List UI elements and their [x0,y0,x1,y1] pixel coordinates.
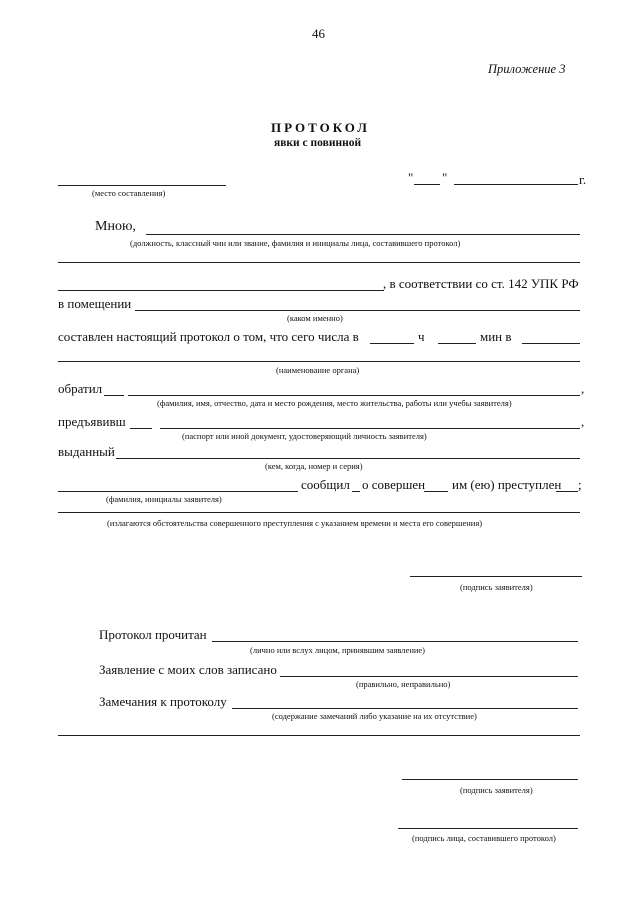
passport-line[interactable] [160,428,580,429]
date-quote-close: " [442,170,448,185]
official-line-2[interactable] [58,262,580,263]
issued-line[interactable] [116,458,580,459]
obratil-label: обратил [58,381,103,396]
composed-text: составлен настоящий протокол о том, что сего числа в [58,329,359,344]
statement-written-label: Заявление с моих слов записано [99,662,277,677]
predyavivsh-ending-line[interactable] [130,428,152,429]
date-quote-open: " [408,170,414,185]
date-day-line[interactable] [414,184,440,185]
minute-line[interactable] [438,343,476,344]
issued-caption: (кем, когда, номер и серия) [265,461,363,471]
applicant-signature-caption-2: (подпись заявителя) [460,785,533,795]
organ-caption: (наименование органа) [276,365,360,375]
official-signature-line[interactable] [398,828,578,829]
hour-line[interactable] [370,343,414,344]
protocol-read-label: Протокол прочитан [99,627,207,642]
room-label: в помещении [58,296,132,311]
official-line[interactable] [146,234,580,235]
upk-line[interactable] [58,290,384,291]
place-caption: (место составления) [92,188,166,198]
document-title: ПРОТОКОЛ [271,120,370,135]
mnoyu-label: Мною, [95,219,136,234]
person-line[interactable] [128,395,580,396]
obratil-ending-line[interactable] [104,395,124,396]
remarks-label: Замечания к протоколу [99,694,227,709]
upk-text: , в соответствии со ст. 142 УПК РФ [383,276,579,291]
passport-caption: (паспорт или иной документ, удостоверяющий личность заявителя) [182,431,427,441]
soobshil-ending-line[interactable] [352,491,360,492]
minute-label: мин в [480,329,512,344]
initials-line[interactable] [58,491,298,492]
room-line[interactable] [135,310,580,311]
predyavivsh-label: предъявивш [58,414,126,429]
soobshil-label: сообщил [301,477,350,492]
person-comma: , [581,381,585,396]
circumstances-caption: (излагаются обстоятельства совершенного преступления с указанием времени и места его совершения) [107,518,483,528]
appendix-label: Приложение 3 [488,62,566,76]
protocol-read-line[interactable] [212,641,578,642]
remarks-caption: (содержание замечаний либо указание на их отсутствие) [272,711,477,721]
o-sovershen-label: о совершен [362,477,426,492]
vydanny-label: выданный [58,444,115,459]
applicant-signature-caption-1: (подпись заявителя) [460,582,533,592]
prestuplen-semicolon: ; [578,477,582,492]
sovershen-ending-line[interactable] [424,491,448,492]
official-signature-caption: (подпись лица, составившего протокол) [412,833,556,843]
prestuplen-ending-line[interactable] [556,491,578,492]
official-caption: (должность, классный чин или звание, фамилия и инициалы лица, составившего протокол) [130,238,461,248]
room-caption: (каком именно) [287,313,343,323]
document-subtitle: явки с повинной [274,137,362,149]
prestuplen-label: им (ею) преступлен [452,477,562,492]
protocol-read-caption: (лично или вслух лицом, принявшим заявление) [250,645,426,655]
statement-written-caption: (правильно, неправильно) [356,679,451,689]
circumstances-line[interactable] [58,512,580,513]
hour-label: ч [418,329,425,344]
remarks-line-2[interactable] [58,735,580,736]
date-month-year-line[interactable] [454,184,578,185]
place-line[interactable] [58,185,226,186]
person-caption: (фамилия, имя, отчество, дата и место рождения, место жительства, работы или учебы заявителя) [157,398,512,408]
page-number: 46 [312,26,325,41]
applicant-signature-line-1[interactable] [410,576,582,577]
passport-comma: , [581,414,585,429]
initials-caption: (фамилия, инициалы заявителя) [106,494,222,504]
organ-line-start[interactable] [522,343,580,344]
remarks-line[interactable] [232,708,578,709]
statement-written-line[interactable] [280,676,578,677]
applicant-signature-line-2[interactable] [402,779,578,780]
organ-line[interactable] [58,361,580,362]
date-suffix: г. [579,172,587,187]
